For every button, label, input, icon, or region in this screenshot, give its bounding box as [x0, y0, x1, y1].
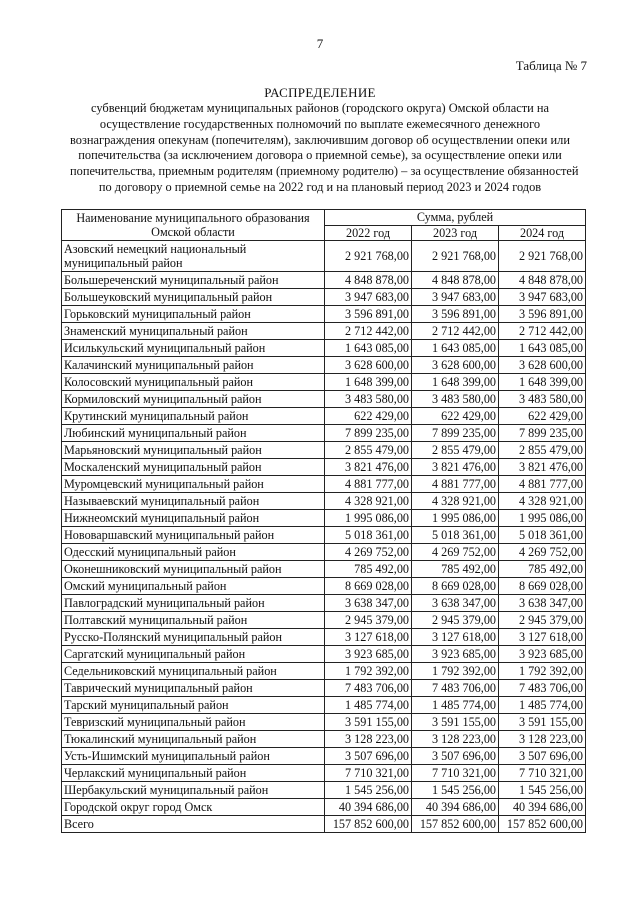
amount-2022-cell: 3 923 685,00: [325, 646, 412, 663]
table-row: [62, 646, 586, 663]
amount-2023-cell: 1 995 086,00: [412, 510, 499, 527]
table-row: [62, 493, 586, 510]
municipality-name-cell: Усть-Ишимский муниципальный район: [62, 748, 325, 765]
amount-2022-cell: 622 429,00: [325, 408, 412, 425]
amount-2024-cell: 2 855 479,00: [499, 442, 586, 459]
amount-2023-cell: 1 545 256,00: [412, 782, 499, 799]
amount-2024-cell: 3 591 155,00: [499, 714, 586, 731]
amount-2022-cell: 4 848 878,00: [325, 272, 412, 289]
amount-2024-cell: 2 921 768,00: [499, 241, 586, 272]
table-row: [62, 289, 586, 306]
amount-2024-cell: 1 995 086,00: [499, 510, 586, 527]
amount-2023-cell: 157 852 600,00: [412, 816, 499, 833]
amount-2023-cell: 4 269 752,00: [412, 544, 499, 561]
municipality-name-cell: Саргатский муниципальный район: [62, 646, 325, 663]
table-row: [62, 323, 586, 340]
amount-2023-cell: 5 018 361,00: [412, 527, 499, 544]
table-number-label: Таблица № 7: [515, 58, 587, 73]
amount-2024-cell: 7 710 321,00: [499, 765, 586, 782]
amount-2023-cell: 3 596 891,00: [412, 306, 499, 323]
amount-2023-cell: 1 643 085,00: [412, 340, 499, 357]
document-title: РАСПРЕДЕЛЕНИЕ: [264, 85, 376, 100]
header-sum: Сумма, рублей: [325, 210, 586, 226]
amount-2023-cell: 1 792 392,00: [412, 663, 499, 680]
municipality-name-cell: Тевризский муниципальный район: [62, 714, 325, 731]
amount-2023-cell: 3 821 476,00: [412, 459, 499, 476]
amount-2022-cell: 1 545 256,00: [325, 782, 412, 799]
municipality-name-cell: Шербакульский муниципальный район: [62, 782, 325, 799]
municipality-name-cell: Седельниковский муниципальный район: [62, 663, 325, 680]
amount-2022-cell: 4 269 752,00: [325, 544, 412, 561]
amount-2024-cell: 785 492,00: [499, 561, 586, 578]
amount-2022-cell: 4 881 777,00: [325, 476, 412, 493]
amount-2024-cell: 7 483 706,00: [499, 680, 586, 697]
amount-2023-cell: 7 899 235,00: [412, 425, 499, 442]
amount-2022-cell: 2 921 768,00: [325, 241, 412, 272]
table-row: [62, 663, 586, 680]
amount-2024-cell: 4 269 752,00: [499, 544, 586, 561]
amount-2023-cell: 4 881 777,00: [412, 476, 499, 493]
amount-2024-cell: 2 712 442,00: [499, 323, 586, 340]
amount-2023-cell: 3 638 347,00: [412, 595, 499, 612]
amount-2023-cell: 3 127 618,00: [412, 629, 499, 646]
municipality-name-cell: Оконешниковский муниципальный район: [62, 561, 325, 578]
municipality-name-cell: Калачинский муниципальный район: [62, 357, 325, 374]
amount-2022-cell: 5 018 361,00: [325, 527, 412, 544]
amount-2023-cell: 2 945 379,00: [412, 612, 499, 629]
table-row: [62, 425, 586, 442]
table-row: [62, 340, 586, 357]
municipality-name-cell: Русско-Полянский муниципальный район: [62, 629, 325, 646]
amount-2024-cell: 4 328 921,00: [499, 493, 586, 510]
municipality-name-cell: Муромцевский муниципальный район: [62, 476, 325, 493]
amount-2023-cell: 3 483 580,00: [412, 391, 499, 408]
table-row: [62, 374, 586, 391]
amount-2024-cell: 3 628 600,00: [499, 357, 586, 374]
table-row: [62, 612, 586, 629]
amount-2022-cell: 3 128 223,00: [325, 731, 412, 748]
table-row: [62, 731, 586, 748]
amount-2023-cell: 2 921 768,00: [412, 241, 499, 272]
subtitle-line: по договору о приемной семье на 2022 год и на плановый период 2023 и 2024 годов: [98, 179, 542, 194]
amount-2022-cell: 7 483 706,00: [325, 680, 412, 697]
amount-2024-cell: 1 792 392,00: [499, 663, 586, 680]
amount-2023-cell: 40 394 686,00: [412, 799, 499, 816]
amount-2022-cell: 3 821 476,00: [325, 459, 412, 476]
municipality-name-cell: Называевский муниципальный район: [62, 493, 325, 510]
amount-2024-cell: 3 127 618,00: [499, 629, 586, 646]
table-row: [62, 697, 586, 714]
municipality-name-cell: Городской округ город Омск: [62, 799, 325, 816]
amount-2024-cell: 1 643 085,00: [499, 340, 586, 357]
table-row: [62, 241, 586, 272]
amount-2022-cell: 2 712 442,00: [325, 323, 412, 340]
page-number: 7: [316, 36, 324, 51]
amount-2022-cell: 7 899 235,00: [325, 425, 412, 442]
amount-2022-cell: 3 947 683,00: [325, 289, 412, 306]
table-row: [62, 544, 586, 561]
amount-2023-cell: 1 648 399,00: [412, 374, 499, 391]
table-row: [62, 782, 586, 799]
municipality-name-cell: Кормиловский муниципальный район: [62, 391, 325, 408]
amount-2023-cell: 3 591 155,00: [412, 714, 499, 731]
amount-2024-cell: 3 596 891,00: [499, 306, 586, 323]
municipality-name-cell: Горьковский муниципальный район: [62, 306, 325, 323]
municipality-name-cell: Тюкалинский муниципальный район: [62, 731, 325, 748]
municipality-name-cell: Марьяновский муниципальный район: [62, 442, 325, 459]
amount-2024-cell: 4 881 777,00: [499, 476, 586, 493]
municipality-name-cell: Нововаршавский муниципальный район: [62, 527, 325, 544]
amount-2024-cell: 622 429,00: [499, 408, 586, 425]
subtitle-line: попечительства, приемным родителям (приемному родителю) – за осуществление обязанностей: [70, 164, 579, 179]
table-row: [62, 527, 586, 544]
amount-2024-cell: 3 947 683,00: [499, 289, 586, 306]
table-row: [62, 578, 586, 595]
amount-2022-cell: 4 328 921,00: [325, 493, 412, 510]
amount-2024-cell: 1 545 256,00: [499, 782, 586, 799]
amount-2022-cell: 40 394 686,00: [325, 799, 412, 816]
amount-2022-cell: 2 855 479,00: [325, 442, 412, 459]
municipality-name-cell: Крутинский муниципальный район: [62, 408, 325, 425]
header-year-2024: 2024 год: [499, 225, 586, 241]
amount-2023-cell: 4 328 921,00: [412, 493, 499, 510]
amount-2023-cell: 3 128 223,00: [412, 731, 499, 748]
distribution-table: [61, 209, 586, 833]
subtitle-line: вознаграждения опекунам (попечителям), заключившим договор об осуществлении опеки или: [70, 132, 570, 147]
table-body: [62, 241, 586, 833]
amount-2024-cell: 3 923 685,00: [499, 646, 586, 663]
amount-2022-cell: 3 596 891,00: [325, 306, 412, 323]
municipality-name-cell: Большереченский муниципальный район: [62, 272, 325, 289]
amount-2024-cell: 7 899 235,00: [499, 425, 586, 442]
municipality-name-cell: Черлакский муниципальный район: [62, 765, 325, 782]
table-row: [62, 391, 586, 408]
amount-2022-cell: 1 648 399,00: [325, 374, 412, 391]
table-row: [62, 595, 586, 612]
municipality-name-cell: Азовский немецкий национальный муниципальный район: [62, 241, 325, 272]
header-municipality: Наименование муниципального образования Омской области: [62, 210, 325, 241]
header-year-2022: 2022 год: [325, 225, 412, 241]
amount-2022-cell: 3 638 347,00: [325, 595, 412, 612]
amount-2022-cell: 1 643 085,00: [325, 340, 412, 357]
municipality-name-cell: Колосовский муниципальный район: [62, 374, 325, 391]
table-row: [62, 765, 586, 782]
municipality-name-cell: Нижнеомский муниципальный район: [62, 510, 325, 527]
table-row: [62, 799, 586, 816]
municipality-name-cell: Одесский муниципальный район: [62, 544, 325, 561]
amount-2023-cell: 7 710 321,00: [412, 765, 499, 782]
amount-2023-cell: 3 923 685,00: [412, 646, 499, 663]
amount-2023-cell: 7 483 706,00: [412, 680, 499, 697]
table-row: [62, 459, 586, 476]
amount-2022-cell: 8 669 028,00: [325, 578, 412, 595]
amount-2024-cell: 3 128 223,00: [499, 731, 586, 748]
amount-2022-cell: 1 485 774,00: [325, 697, 412, 714]
municipality-name-cell: Большеуковский муниципальный район: [62, 289, 325, 306]
subtitle-line: субвенций бюджетам муниципальных районов (городского округа) Омской области на: [91, 101, 549, 115]
amount-2022-cell: 3 507 696,00: [325, 748, 412, 765]
municipality-name-cell: Омский муниципальный район: [62, 578, 325, 595]
amount-2024-cell: 2 945 379,00: [499, 612, 586, 629]
municipality-name-cell: Москаленский муниципальный район: [62, 459, 325, 476]
table-row: [62, 714, 586, 731]
table-row: [62, 510, 586, 527]
municipality-name-cell: Знаменский муниципальный район: [62, 323, 325, 340]
municipality-name-cell: Полтавский муниципальный район: [62, 612, 325, 629]
amount-2023-cell: 3 947 683,00: [412, 289, 499, 306]
table-row: [62, 408, 586, 425]
header-year-2023: 2023 год: [412, 225, 499, 241]
amount-2023-cell: 8 669 028,00: [412, 578, 499, 595]
table-row: [62, 680, 586, 697]
amount-2022-cell: 1 995 086,00: [325, 510, 412, 527]
amount-2022-cell: 785 492,00: [325, 561, 412, 578]
table-row: [62, 561, 586, 578]
amount-2023-cell: 4 848 878,00: [412, 272, 499, 289]
amount-2023-cell: 785 492,00: [412, 561, 499, 578]
amount-2023-cell: 622 429,00: [412, 408, 499, 425]
municipality-name-cell: Всего: [62, 816, 325, 833]
table-row: [62, 629, 586, 646]
amount-2024-cell: 40 394 686,00: [499, 799, 586, 816]
amount-2023-cell: 2 712 442,00: [412, 323, 499, 340]
amount-2024-cell: 4 848 878,00: [499, 272, 586, 289]
amount-2022-cell: 7 710 321,00: [325, 765, 412, 782]
amount-2024-cell: 5 018 361,00: [499, 527, 586, 544]
municipality-name-cell: Тарский муниципальный район: [62, 697, 325, 714]
document-subtitle: [70, 101, 579, 196]
amount-2022-cell: 1 792 392,00: [325, 663, 412, 680]
amount-2023-cell: 3 628 600,00: [412, 357, 499, 374]
subtitle-line: попечительства (за исключением договора о приемной семье), за осуществление опеки или: [78, 148, 562, 163]
table-row: [62, 748, 586, 765]
table-row: [62, 272, 586, 289]
amount-2023-cell: 3 507 696,00: [412, 748, 499, 765]
amount-2024-cell: 1 485 774,00: [499, 697, 586, 714]
amount-2023-cell: 2 855 479,00: [412, 442, 499, 459]
amount-2022-cell: 3 483 580,00: [325, 391, 412, 408]
table-row: [62, 306, 586, 323]
municipality-name-cell: Любинский муниципальный район: [62, 425, 325, 442]
municipality-name-cell: Таврический муниципальный район: [62, 680, 325, 697]
table-row: [62, 357, 586, 374]
amount-2024-cell: 3 507 696,00: [499, 748, 586, 765]
table-row: [62, 442, 586, 459]
amount-2022-cell: 3 127 618,00: [325, 629, 412, 646]
subtitle-line: осуществление государственных полномочий по выплате ежемесячного денежного: [99, 116, 541, 131]
amount-2022-cell: 3 591 155,00: [325, 714, 412, 731]
amount-2022-cell: 3 628 600,00: [325, 357, 412, 374]
amount-2024-cell: 3 821 476,00: [499, 459, 586, 476]
table-row: [62, 476, 586, 493]
amount-2022-cell: 2 945 379,00: [325, 612, 412, 629]
amount-2024-cell: 8 669 028,00: [499, 578, 586, 595]
amount-2023-cell: 1 485 774,00: [412, 697, 499, 714]
amount-2024-cell: 1 648 399,00: [499, 374, 586, 391]
table-row: [62, 816, 586, 833]
municipality-name-cell: Исилькульский муниципальный район: [62, 340, 325, 357]
amount-2024-cell: 157 852 600,00: [499, 816, 586, 833]
amount-2024-cell: 3 483 580,00: [499, 391, 586, 408]
amount-2022-cell: 157 852 600,00: [325, 816, 412, 833]
amount-2024-cell: 3 638 347,00: [499, 595, 586, 612]
municipality-name-cell: Павлоградский муниципальный район: [62, 595, 325, 612]
